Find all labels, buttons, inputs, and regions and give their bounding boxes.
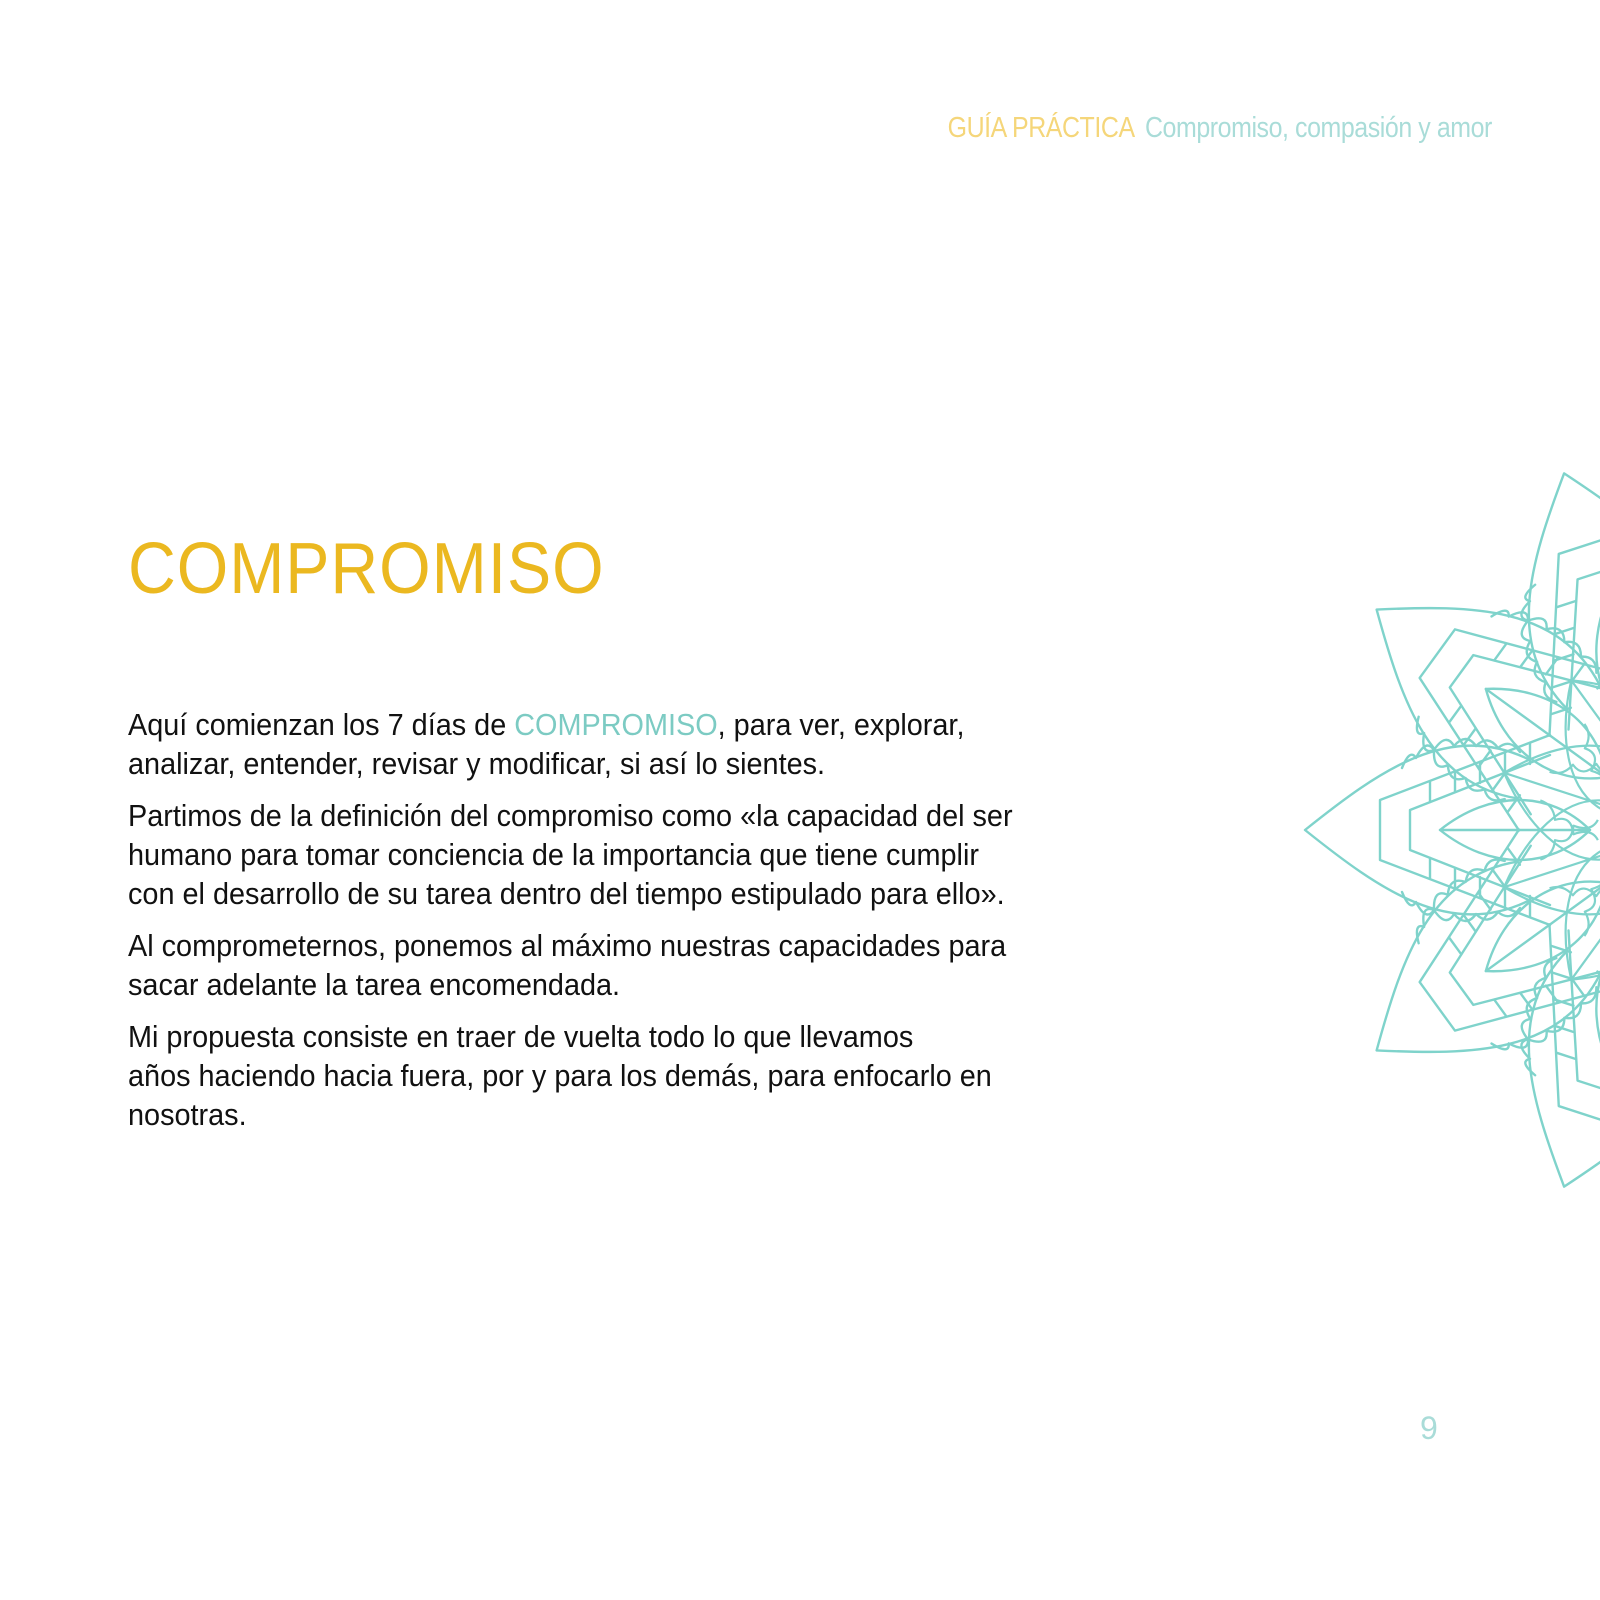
p3-line2: sacar adelante la tarea encomendada. xyxy=(128,967,621,1002)
p1-line1-post: , para ver, explorar, xyxy=(717,707,965,742)
p4-line2: años haciendo hacia fuera, por y para los demás, para enfocarlo en xyxy=(128,1058,992,1093)
paragraph-2 xyxy=(128,796,1151,913)
p1-line1-pre: Aquí comienzan los 7 días de xyxy=(128,707,515,742)
p3-line1: Al comprometernos, ponemos al máximo nuestras capacidades para xyxy=(128,928,1007,963)
p4-line3: nosotras. xyxy=(128,1097,247,1132)
paragraph-3 xyxy=(128,926,1151,1004)
page-title: COMPROMISO xyxy=(128,529,605,609)
body-text xyxy=(128,705,1228,1147)
running-header xyxy=(948,112,1492,145)
p1-line2: analizar, entender, revisar y modificar, si así lo sientes. xyxy=(128,746,826,781)
paragraph-1 xyxy=(128,705,1151,783)
p2-line2: humano para tomar conciencia de la importancia que tiene cumplir xyxy=(128,837,979,872)
paragraph-4 xyxy=(128,1017,1151,1134)
p2-line3: con el desarrollo de su tarea dentro del tiempo estipulado para ello». xyxy=(128,876,1005,911)
p2-line1: Partimos de la definición del compromiso como «la capacidad del ser xyxy=(128,798,1013,833)
mandala-icon xyxy=(1200,420,1600,1240)
p4-line1: Mi propuesta consiste en traer de vuelta todo lo que llevamos xyxy=(128,1019,914,1054)
header-subtitle: Compromiso, compasión y amor xyxy=(1145,112,1492,144)
p1-accent-word: COMPROMISO xyxy=(514,707,718,742)
page-number: 9 xyxy=(1420,1410,1438,1446)
header-series: GUÍA PRÁCTICA xyxy=(947,112,1135,144)
